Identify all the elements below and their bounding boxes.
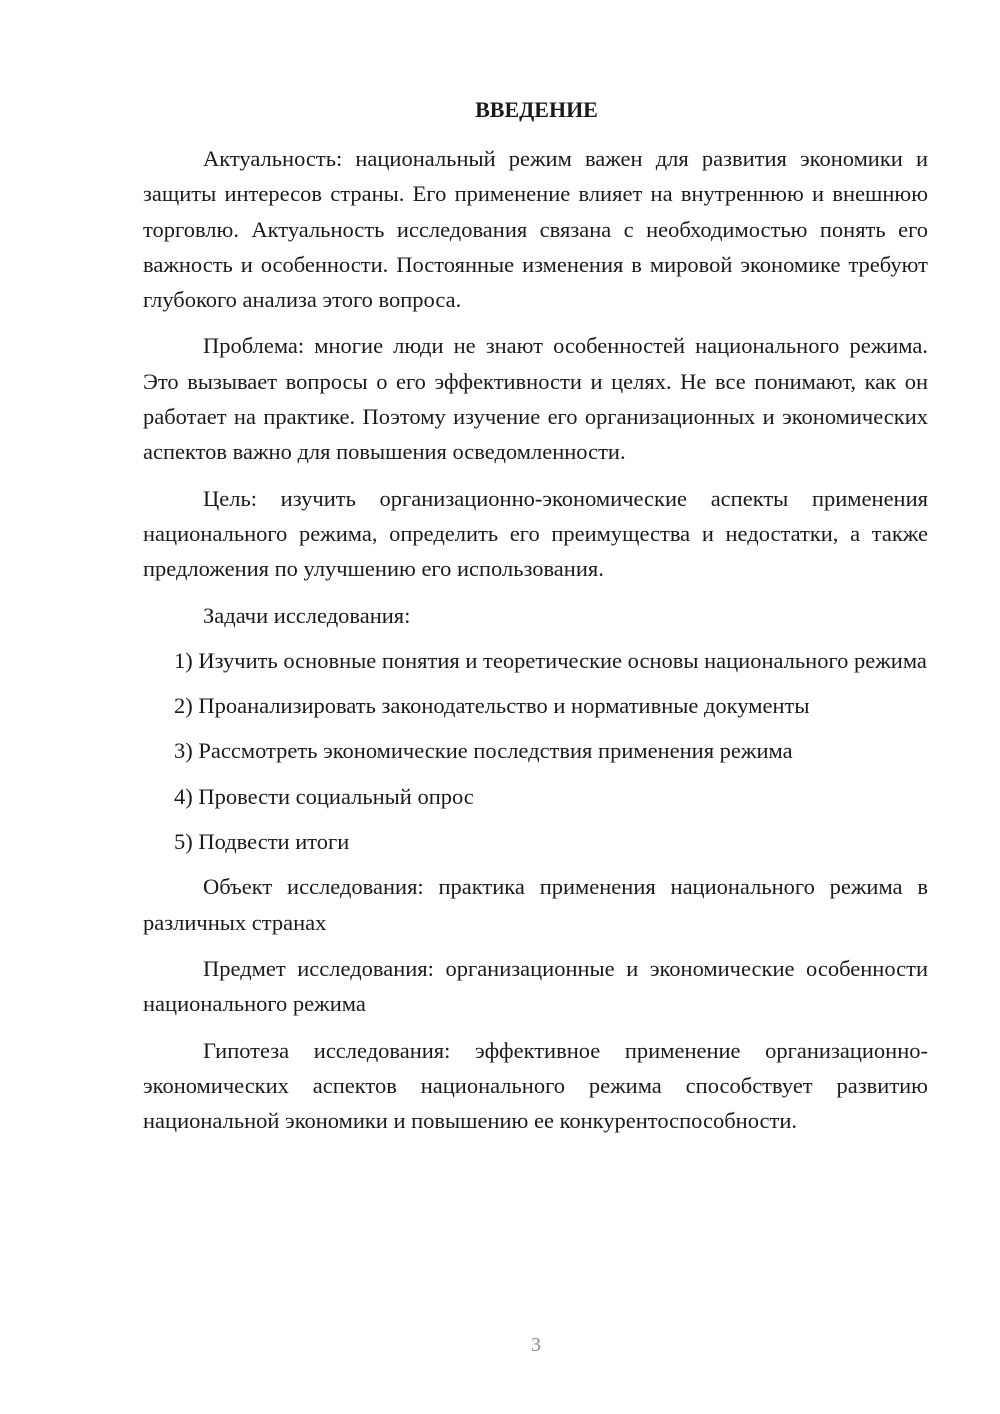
paragraph-problem: Проблема: многие люди не знают особенностей национального режима. Это вызывает вопросы о его эффективности и целях. Не все понимают, как он работает на практике. Поэтому изучение его организационных и экономических аспектов важно для повышения осведомленности. — [143, 333, 928, 465]
paragraph-subject: Предмет исследования: организационные и экономические особенности национального режима — [143, 955, 928, 1017]
task-item-2: 2) Проанализировать законодательство и нормативные документы — [174, 693, 810, 719]
paragraph-goal: Цель: изучить организационно-экономические аспекты применения национального режима, определить его преимущества и недостатки, а также предложения по улучшению его использования. — [143, 485, 928, 582]
page-content — [143, 92, 928, 1149]
task-item-4: 4) Провести социальный опрос — [174, 783, 474, 809]
paragraph-relevance: Актуальность: национальный режим важен для развития экономики и защиты интересов страны. Его применение влияет на внутреннюю и внешнюю торговлю. Актуальность исследования связана с необходимостью понять его важность и особенности. Постоянные изменения в мировой экономике требуют глубокого анализа этого вопроса. — [143, 146, 928, 313]
task-item-3: 3) Рассмотреть экономические последствия применения режима — [174, 738, 793, 764]
tasks-heading: Задачи исследования: — [203, 602, 411, 628]
paragraph-object: Объект исследования: практика применения национального режима в различных странах — [143, 874, 928, 935]
paragraph-hypothesis: Гипотеза исследования: эффективное применение организационно-экономических аспектов национального режима способствует развитию национальной экономики и повышению ее конкурентоспособности. — [143, 1037, 928, 1134]
task-item-5: 5) Подвести итоги — [174, 829, 350, 855]
page-title: ВВЕДЕНИЕ — [475, 97, 598, 122]
page-number: 3 — [531, 1334, 541, 1356]
task-item-1: 1) Изучить основные понятия и теоретические основы национального режима — [174, 647, 927, 673]
